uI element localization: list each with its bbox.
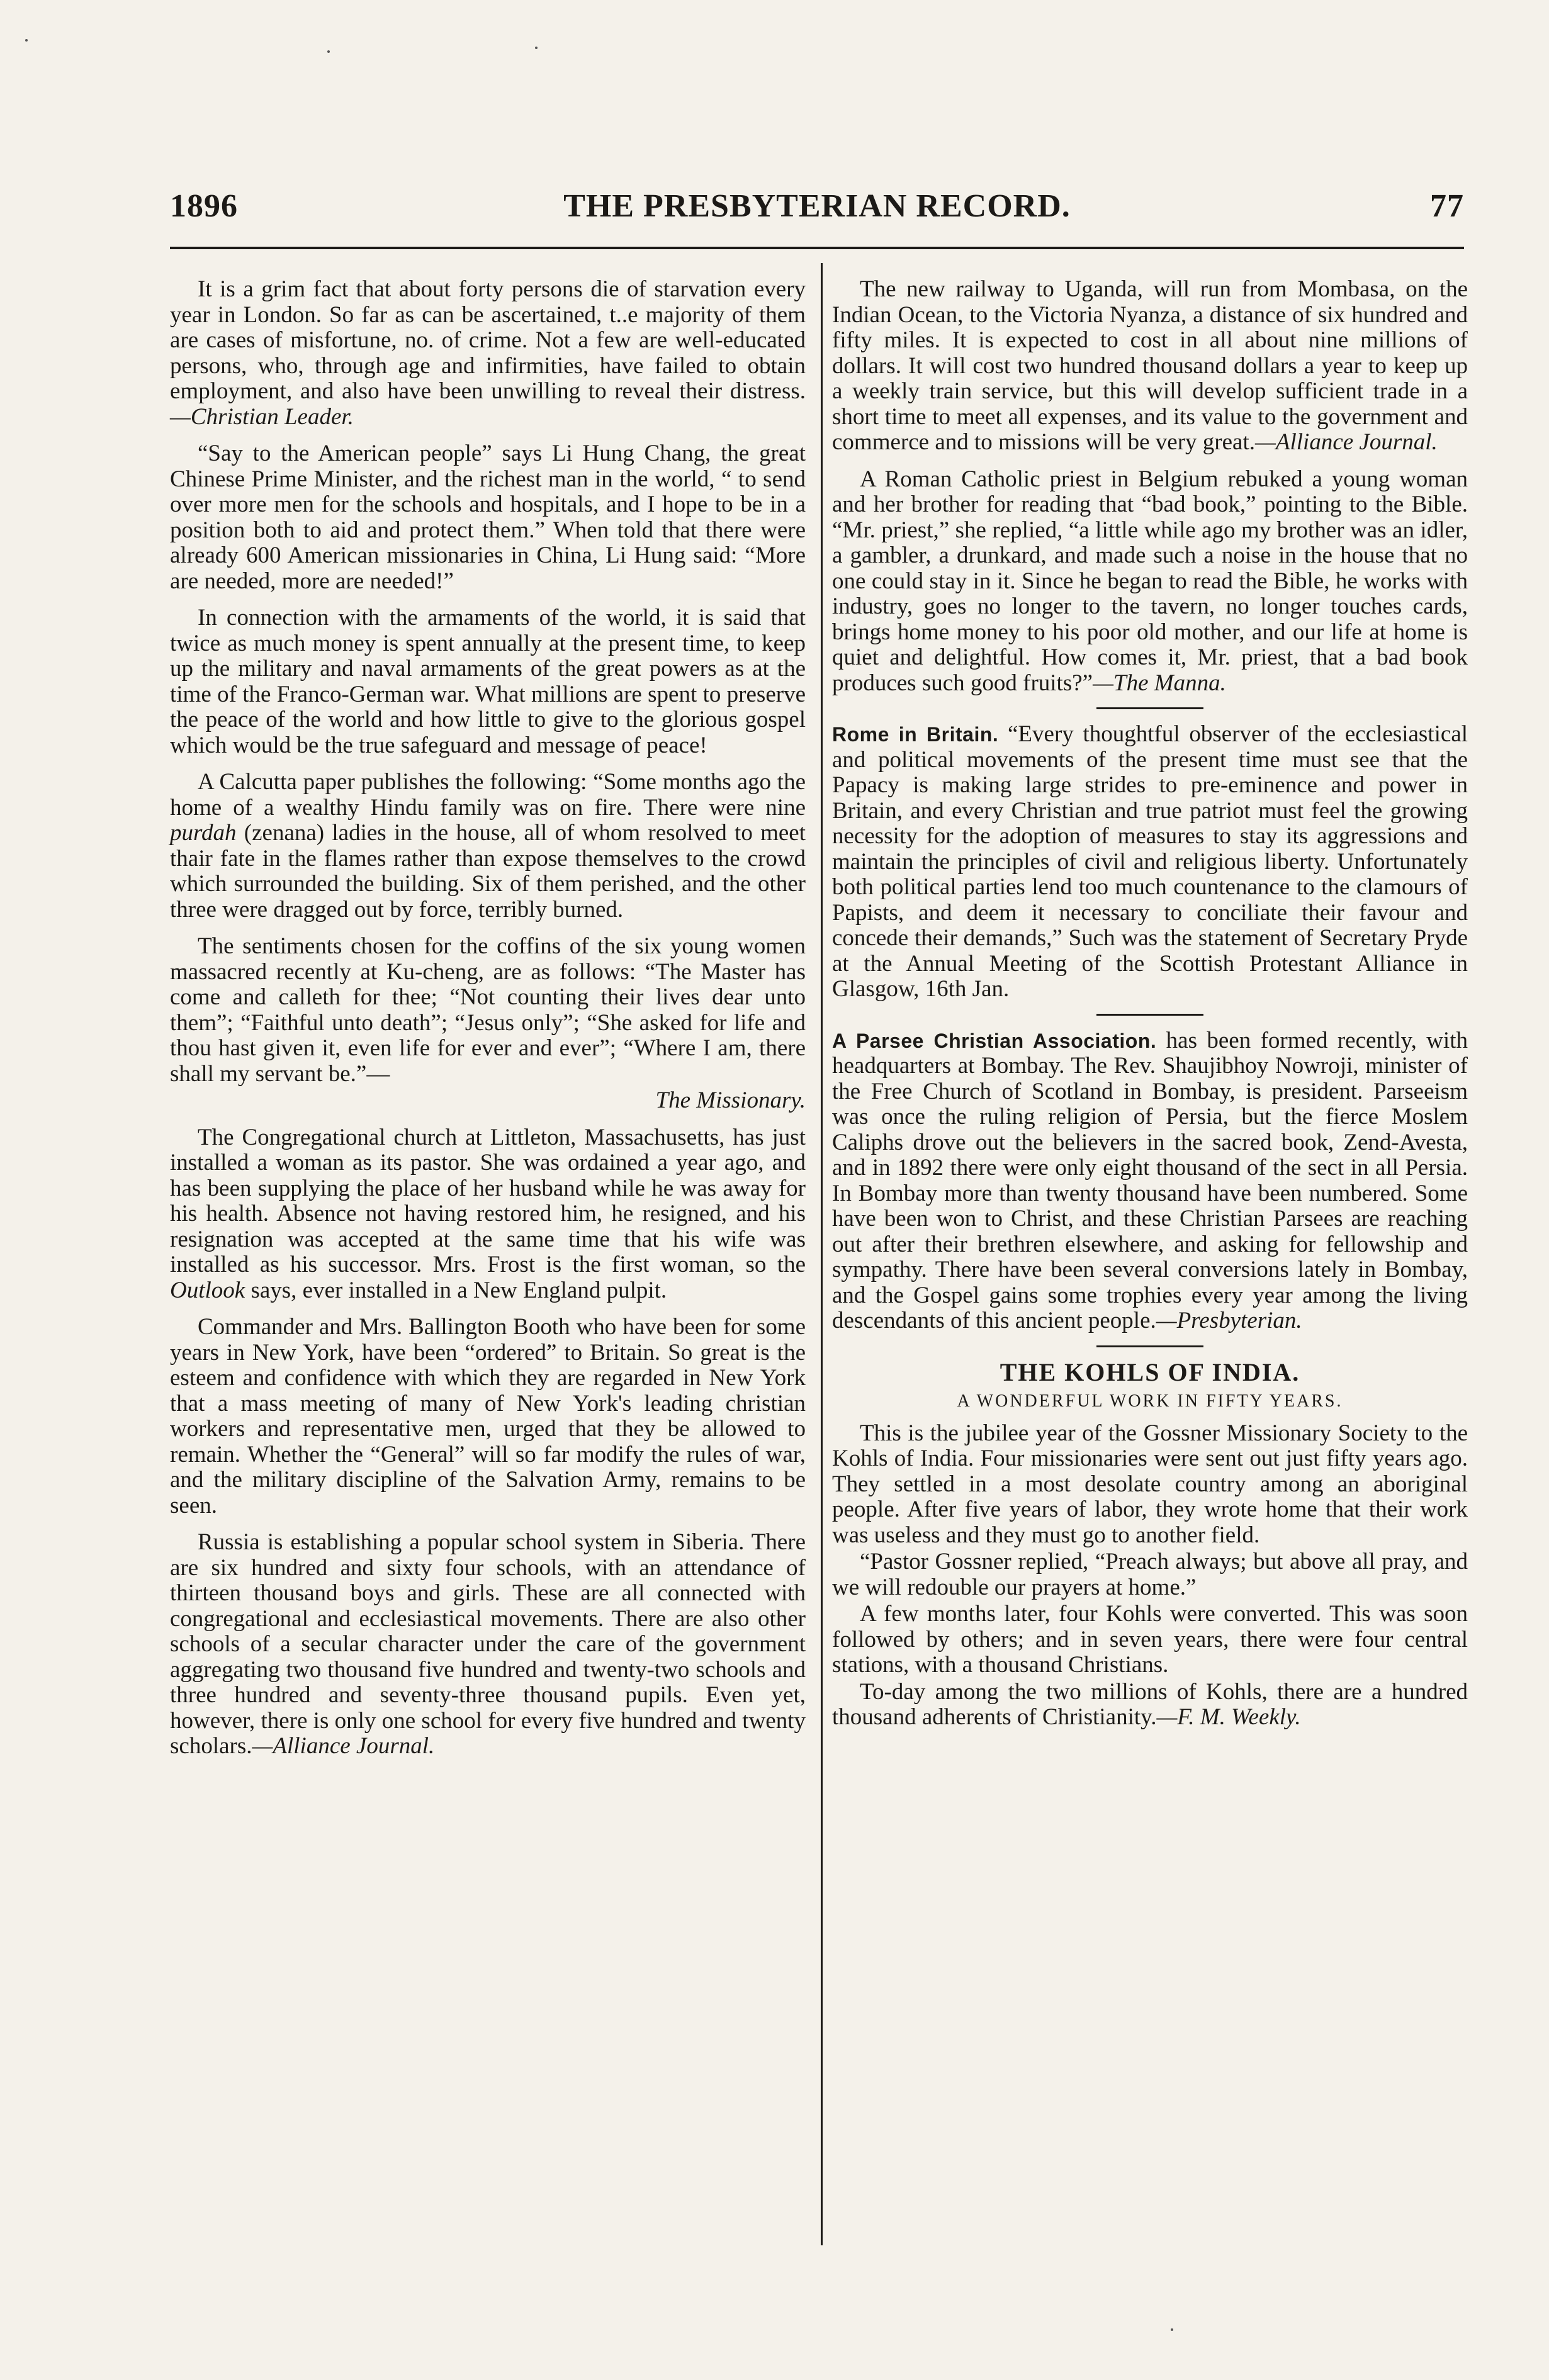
right-column [832,277,1468,1742]
column-divider [821,263,823,2245]
article-paragraph: A Calcutta paper publishes the following: “Some months ago the home of a wealthy Hindu family was on fire. There were nine purdah (zenana) ladies in the house, all of whom resolved to meet thair fate in the flames rather than expose themselves to the crowd which surrounded the building. Six of them perished, and the other three were dragged out by force, terribly burned. [170,769,806,923]
article-paragraph: The Congregational church at Littleton, Massachusetts, has just installed a woman as its pastor. She was ordained a year ago, and has been supplying the place of her husband while he was away for his health. Absence not having restored him, he resigned, and his resignation was accepted at the same time that his wife was installed as his successor. Mrs. Frost is the first woman, so the Outlook says, ever installed in a New England pulpit. [170,1124,806,1303]
article-source: —Alliance Journal. [1254,429,1438,455]
article-paragraph: This is the jubilee year of the Gossner Missionary Society to the Kohls of India. Four missionaries were sent out just fifty years ago. They settled in a most desolate country among an aboriginal people. After five years of labor, they wrote home that their work was useless and they must go to another field. [832,1420,1468,1548]
section-rule [1096,1345,1203,1347]
article-paragraph: The new railway to Uganda, will run from Mombasa, on the Indian Ocean, to the Victoria Nyanza, a distance of six hundred and fifty miles. It is expected to cost in all about nine millions of dollars. It will cost two hundred thousand dollars a year to keep up a weekly train service, but this will develop sufficient trade in a short time to meet all expenses, and its value to the government and commerce and to missions will be very great.—Alliance Journal. [832,276,1468,455]
left-column [170,277,806,1771]
scan-speck [25,39,28,42]
header-rule [170,247,1464,249]
article-paragraph: In connection with the armaments of the world, it is said that twice as much money is spent annually at the present time, to keep up the military and naval armaments of the great powers as at the time of the Franco-German war. What millions are spent to preserve the peace of the world and how little to give to the glorious gospel which would be the true safeguard and message of peace! [170,605,806,758]
side-heading: A Parsee Christian Association. [832,1029,1157,1052]
header-year: 1896 [170,188,238,224]
section-rule [1096,1014,1203,1016]
article-paragraph: Commander and Mrs. Ballington Booth who have been for some years in New York, have been “ordered” to Britain. So great is the esteem and confidence with which they are regarded in New York that a mass meeting of many of New York's leading christian workers and representative men, urged that they be allowed to remain. Whether the “General” will so far modify the rules of war, and the military discipline of the Salvation Army, remains to be seen. [170,1314,806,1518]
article-paragraph: To-day among the two millions of Kohls, there are a hundred thousand adherents of Christianity.—F. M. Weekly. [832,1678,1468,1730]
article-paragraph: The sentiments chosen for the coffins of the six young women massacred recently at Ku-cheng, are as follows: “The Master has come and calleth for thee; “Not counting their lives dear unto them”; “Faithful unto death”; “Jesus only”; “She asked for life and thou hast given it, even life for ever and ever”; “Where I am, there shall my servant be.”— [170,933,806,1087]
article-source: The Missionary. [655,1087,806,1113]
side-heading: Rome in Britain. [832,723,999,746]
article-paragraph: “Say to the American people” says Li Hung Chang, the great Chinese Prime Minister, and the richest man in the world, “ to send over more men for the schools and hospitals, and I hope to be in a position both to aid and protect them.” When told that there were already 600 American missionaries in China, Li Hung said: “More are needed, more are needed!” [170,441,806,594]
article-source: —F. M. Weekly. [1156,1704,1301,1730]
page-header [170,188,1464,232]
section-rule [1096,707,1203,709]
scan-speck [535,47,538,49]
scan-speck [1171,2328,1173,2331]
article-paragraph: Russia is establishing a popular school system in Siberia. There are six hundred and sixty four schools, with an attendance of thirteen thousand boys and girls. These are all connected with congregational and ecclesiastical movements. There are also other schools of a secular character under the care of the government aggregating two thousand five hundred and twenty-two schools and three hundred and seventy-three thousand pupils. Even yet, however, there is only one school for every five hundred and twenty scholars.—Alliance Journal. [170,1529,806,1759]
article-paragraph: A few months later, four Kohls were converted. This was soon followed by others; and in seven years, there were four central stations, with a thousand Christians. [832,1601,1468,1678]
section-title: THE KOHLS OF INDIA. [1000,1357,1300,1386]
scan-speck [327,50,330,53]
publication-title: THE PRESBYTERIAN RECORD. [563,188,1071,224]
section-subtitle: A WONDERFUL WORK IN FIFTY YEARS. [957,1391,1343,1411]
article-paragraph: A Roman Catholic priest in Belgium rebuked a young woman and her brother for reading that “bad book,” pointing to the Bible. “Mr. priest,” she replied, “a little while ago my brother was an idler, a gambler, a drunkard, and made such a noise in the house that no one could stay in it. Since he began to read the Bible, he works with industry, goes no longer to the tavern, no longer touches cards, brings home money to his poor old mother, and our life at home is quiet and delightful. How comes it, Mr. priest, that a bad book produces such good fruits?”—The Manna. [832,466,1468,696]
article-paragraph: It is a grim fact that about forty persons die of starvation every year in London. So far as can be ascertained, t..e majority of them are cases of misfortune, no. of crime. Not a few are well-educated persons, who, through age and infirmities, have failed to obtain employment, and also have been unwilling to reveal their distress. —Christian Leader. [170,276,806,430]
article-source: —Presbyterian. [1156,1308,1302,1333]
article-source: —Alliance Journal. [252,1733,435,1759]
article-paragraph: Rome in Britain. “Every thoughtful observer of the ecclesiastical and political movements of the present time must see that the Papacy is making large strides to pre-eminence and power in Britain, and every Christian and true patriot must feel the growing necessity for the adoption of measures to stay its aggressions and maintain the principles of civil and religious liberty. Unfortunately both political parties lend too much countenance to the clamours of Papists, and deem it necessary to conciliate their favour and concede their demands,” Such was the statement of Secretary Pryde at the Annual Meeting of the Scottish Protestant Alliance in Glasgow, 16th Jan. [832,721,1468,1002]
article-paragraph: A Parsee Christian Association. has been formed recently, with headquarters at Bombay. The Rev. Shaujibhoy Nowroji, minister of the Free Church of Scotland in Bombay, is president. Parseeism was once the ruling religion of Persia, but the fierce Moslem Caliphs drove out the believers in the sacred book, Zend-Avesta, and in 1892 there were only eight thousand of the sect in all Persia. In Bombay more than twenty thousand have been numbered. Some have been won to Christ, and these Christian Parsees are reaching out after their brethren elsewhere, and asking for fellowship and sympathy. There have been several conversions lately in Bombay, and the Gospel gains some trophies every year among the living descendants of this ancient people.—Presbyterian. [832,1027,1468,1333]
article-source: —Christian Leader. [170,403,354,430]
article-paragraph: “Pastor Gossner replied, “Preach always; but above all pray, and we will redouble our prayers at home.” [832,1549,1468,1600]
page-number: 77 [1430,188,1464,224]
article-source: —The Manna. [1093,670,1226,696]
